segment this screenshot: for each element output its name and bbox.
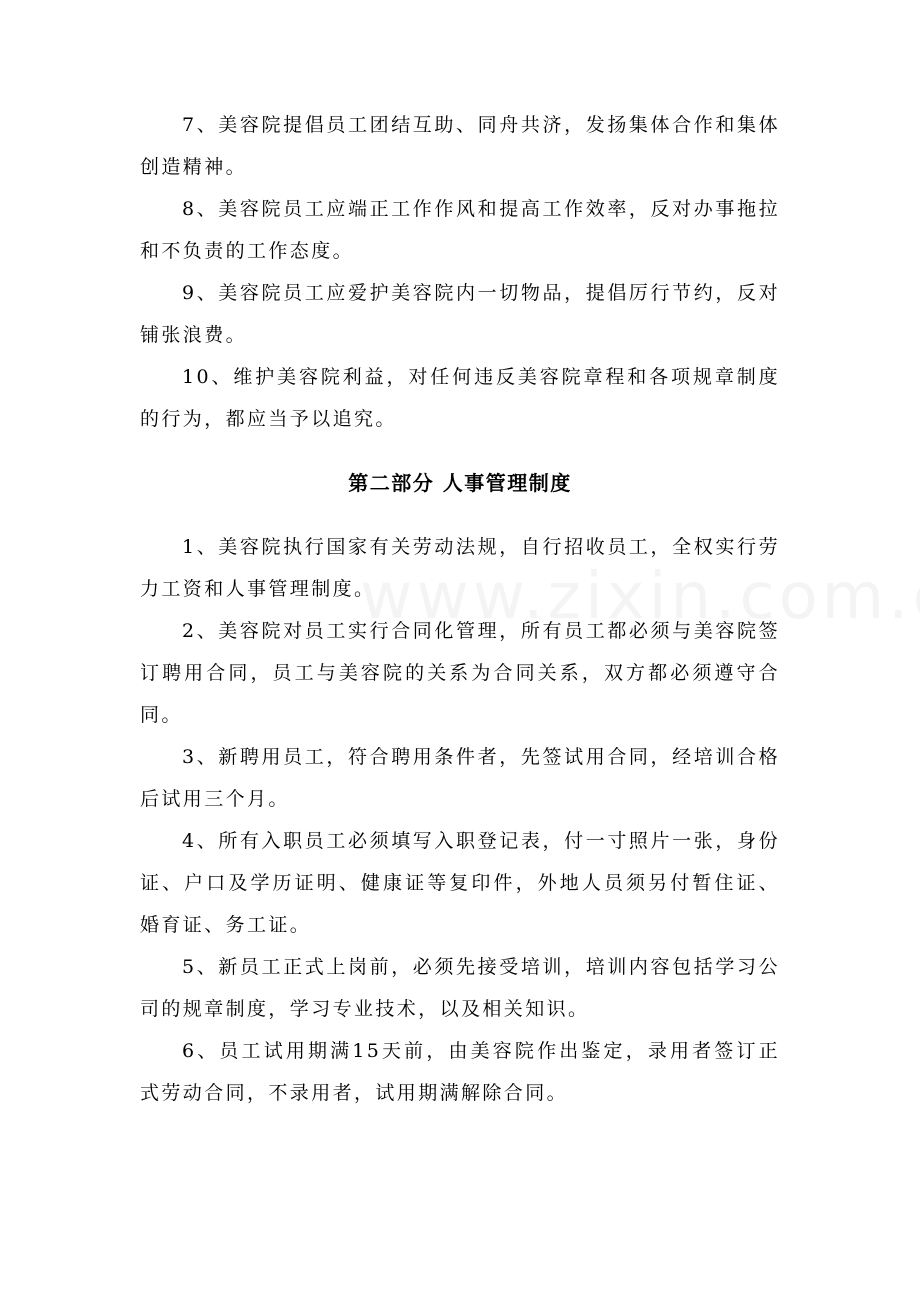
clause-7: 7、美容院提倡员工团结互助、同舟共济，发扬集体合作和集体创造精神。 [140,114,780,178]
hr-clause-3: 3、新聘用员工，符合聘用条件者，先签试用合同，经培训合格后试用三个月。 [140,746,780,810]
hr-clause-6: 6、员工试用期满15天前，由美容院作出鉴定，录用者签订正式劳动合同，不录用者，试用期满解除合同。 [140,1040,780,1104]
hr-clause-1: 1、美容院执行国家有关劳动法规，自行招收员工，全权实行劳力工资和人事管理制度。 [140,536,780,600]
hr-clause-5: 5、新员工正式上岗前，必须先接受培训，培训内容包括学习公司的规章制度，学习专业技术，以及相关知识。 [140,956,780,1020]
clause-10: 10、维护美容院利益，对任何违反美容院章程和各项规章制度的行为，都应当予以追究。 [140,366,780,430]
clause-8: 8、美容院员工应端正工作作风和提高工作效率，反对办事拖拉和不负责的工作态度。 [140,198,780,262]
hr-clause-2: 2、美容院对员工实行合同化管理，所有员工都必须与美容院签订聘用合同，员工与美容院的关系为合同关系，双方都必须遵守合同。 [140,620,780,726]
document-page [140,104,780,1114]
clause-9: 9、美容院员工应爱护美容院内一切物品，提倡厉行节约，反对铺张浪费。 [140,282,780,346]
section-title: 第二部分 人事管理制度 [348,471,572,495]
hr-clause-4: 4、所有入职员工必须填写入职登记表，付一寸照片一张，身份证、户口及学历证明、健康证等复印件，外地人员须另付暂住证、婚育证、务工证。 [140,830,780,936]
